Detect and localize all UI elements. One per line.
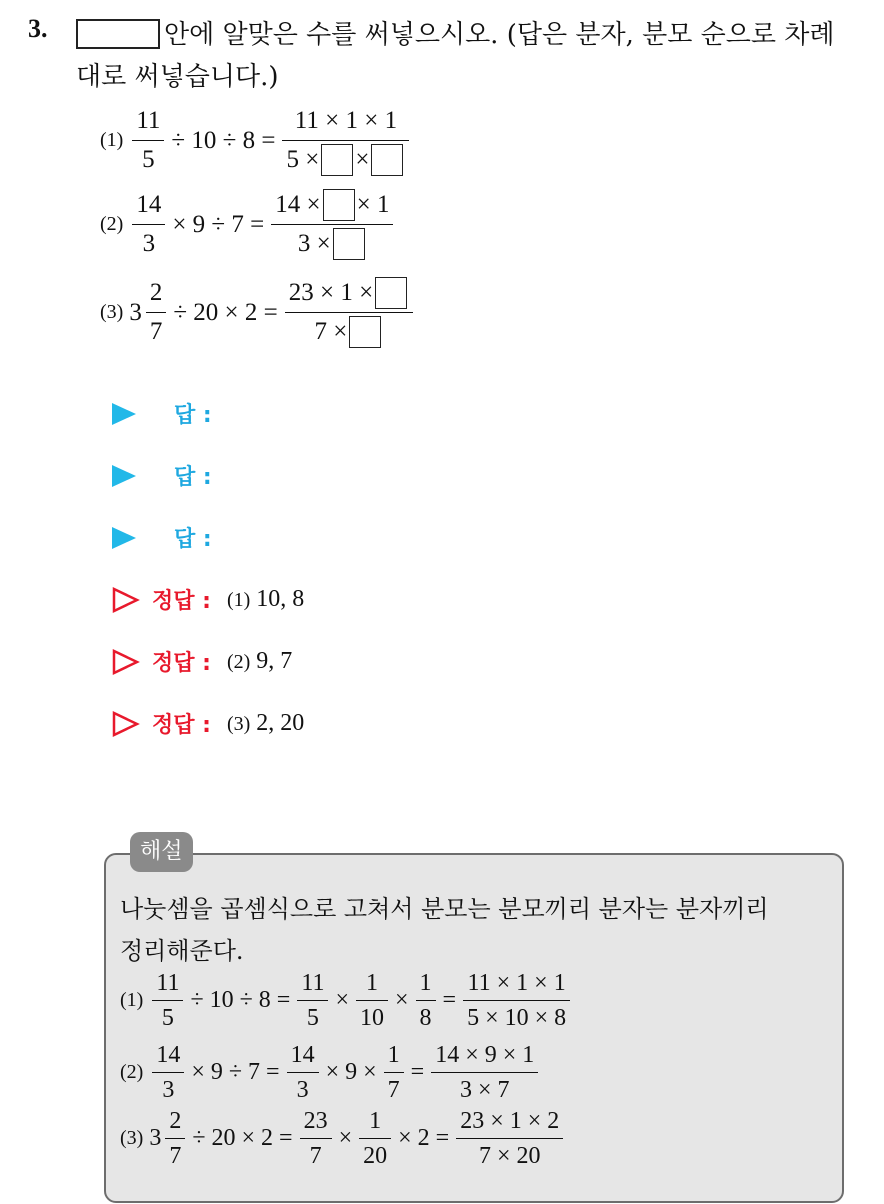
denominator: 3 × 7 [459,1076,510,1103]
outline-triangle-icon [112,587,140,613]
play-triangle-icon [112,465,136,487]
problem-label: (3) [120,1127,144,1149]
answer-key-label: 정답 : [152,651,211,676]
explanation-line-3 [120,1104,566,1173]
question-text-line2: 대로 써넣습니다.) [76,62,279,92]
problem-2 [100,186,396,263]
value: 2, 20 [256,710,305,736]
fraction [132,186,165,263]
problem-label: (1) [100,129,124,151]
blank-box-legend [76,19,160,49]
result-fraction [456,1104,563,1173]
denominator: 5 × 10 × 8 [467,1004,567,1031]
result-fraction [285,274,413,351]
result-fraction [271,186,393,263]
fraction [359,1104,391,1173]
fraction [152,1038,184,1107]
value: 9, 7 [256,648,293,674]
result-fraction [463,966,570,1035]
fraction [287,1038,319,1107]
fraction [356,966,388,1035]
num-prefix: 14 × [275,191,321,218]
expression: × 9 ÷ 7 = [172,210,265,238]
numerator: 14 [156,1041,181,1068]
expression: ÷ 10 ÷ 8 = [190,987,291,1013]
mixed-whole: 3 [129,298,142,326]
numerator: 1 [387,1041,400,1068]
times-sign: × [338,1125,353,1151]
result-fraction [431,1038,538,1107]
answer-blank[interactable] [333,228,365,260]
problem-label: (2) [120,1061,144,1083]
explanation-text-line1: 나눗셈을 곱셈식으로 고쳐서 분모는 분모끼리 분자는 분자끼리 [120,895,769,923]
denominator: 8 [419,1004,432,1031]
numerator: 11 [301,969,325,996]
answer-blank[interactable] [375,277,407,309]
play-triangle-icon [112,403,136,425]
denominator: 20 [363,1142,388,1169]
explanation-tag: 해설 [130,832,193,872]
problem-1 [100,102,412,179]
value: 10, 8 [256,586,305,612]
numerator: 2 [149,279,163,306]
fraction [300,1104,332,1173]
fraction [132,102,164,179]
denominator: 7 [169,1142,182,1169]
numerator: 23 [303,1107,328,1134]
answer-blank[interactable] [323,189,355,221]
denominator [282,141,409,179]
expression: × 9 ÷ 7 = [191,1059,280,1085]
fraction [297,966,328,1035]
answer-key-row-3 [112,708,304,739]
denominator: 5 [142,146,155,173]
denominator: 3 [142,230,156,257]
answer-key-row-2 [112,646,292,677]
denominator: 5 [161,1004,174,1031]
answer-row-2[interactable] [112,460,212,491]
fraction [416,966,436,1035]
denominator: 7 × 20 [478,1142,541,1169]
den-prefix: 3 × [297,230,331,257]
expression: × 2 = [398,1125,450,1151]
times-sign: × [394,987,409,1013]
denominator: 7 [309,1142,322,1169]
num-suffix: × 1 [356,191,390,218]
explanation-line-1 [120,966,573,1035]
answer-key-value [227,586,304,613]
answer-blank[interactable] [371,144,403,176]
denominator: 7 [387,1076,400,1103]
explanation-line-2 [120,1038,541,1107]
expression: ÷ 10 ÷ 8 = [171,126,276,154]
equals-sign: = [410,1059,425,1085]
equals-sign: = [442,987,457,1013]
answer-label: 답 : [174,465,212,490]
numerator [285,274,413,312]
fraction [165,1104,185,1173]
expression: × 9 × [325,1059,377,1085]
problem-3 [100,274,416,351]
answer-key-label: 정답 : [152,713,211,738]
problem-label: (1) [226,589,251,611]
numerator: 1 [365,969,378,996]
numerator [271,186,393,224]
problem-label: (2) [226,651,251,673]
den-prefix: 5 × [286,146,320,173]
problem-label: (1) [120,989,144,1011]
answer-row-3[interactable] [112,522,212,553]
answer-key-value [227,648,292,675]
question-text-line1: 안에 알맞은 수를 써넣으시오. (답은 분자, 분모 순으로 차례 [164,20,835,50]
answer-label: 답 : [174,403,212,428]
denominator [294,225,371,263]
answer-key-label: 정답 : [152,589,211,614]
problem-label: (3) [100,301,124,323]
den-prefix: 7 × [314,318,348,345]
denominator: 10 [359,1004,384,1031]
fraction [384,1038,404,1107]
denominator [311,313,388,351]
numerator: 1 [419,969,432,996]
numerator: 14 × 9 × 1 [435,1041,535,1068]
denominator: 3 [296,1076,309,1103]
numerator: 2 [169,1107,182,1134]
question-text [76,14,876,56]
num-prefix: 23 × 1 × [288,279,374,306]
answer-blank[interactable] [321,144,353,176]
numerator: 11 [136,107,161,134]
times-sign: × [335,987,349,1013]
numerator: 11 × 1 × 1 [467,969,566,996]
problem-label: (2) [100,213,124,235]
answer-label: 답 : [174,527,212,552]
answer-blank[interactable] [349,316,381,348]
numerator: 14 [136,191,162,218]
question-number: 3. [28,14,48,43]
numerator: 11 × 1 × 1 [294,107,398,134]
answer-key-value [227,710,304,737]
answer-key-row-1 [112,584,304,615]
explanation-text-line2: 정리해준다. [120,937,244,965]
expression: ÷ 20 × 2 = [173,298,278,326]
numerator: 23 × 1 × 2 [460,1107,560,1134]
answer-row-1[interactable] [112,398,212,429]
denominator: 5 [306,1004,319,1031]
problem-label: (3) [226,713,251,735]
denominator: 7 [149,318,163,345]
result-fraction [282,102,409,179]
outline-triangle-icon [112,711,140,737]
mixed-whole: 3 [149,1125,162,1151]
fraction [152,966,183,1035]
numerator: 14 [290,1041,315,1068]
denominator: 3 [162,1076,175,1103]
explanation-text [120,888,830,972]
expression: ÷ 20 × 2 = [192,1125,293,1151]
play-triangle-icon [112,527,136,549]
den-mid: × [355,146,370,173]
numerator: 11 [156,969,180,996]
numerator: 1 [369,1107,382,1134]
fraction [146,274,167,351]
outline-triangle-icon [112,649,140,675]
